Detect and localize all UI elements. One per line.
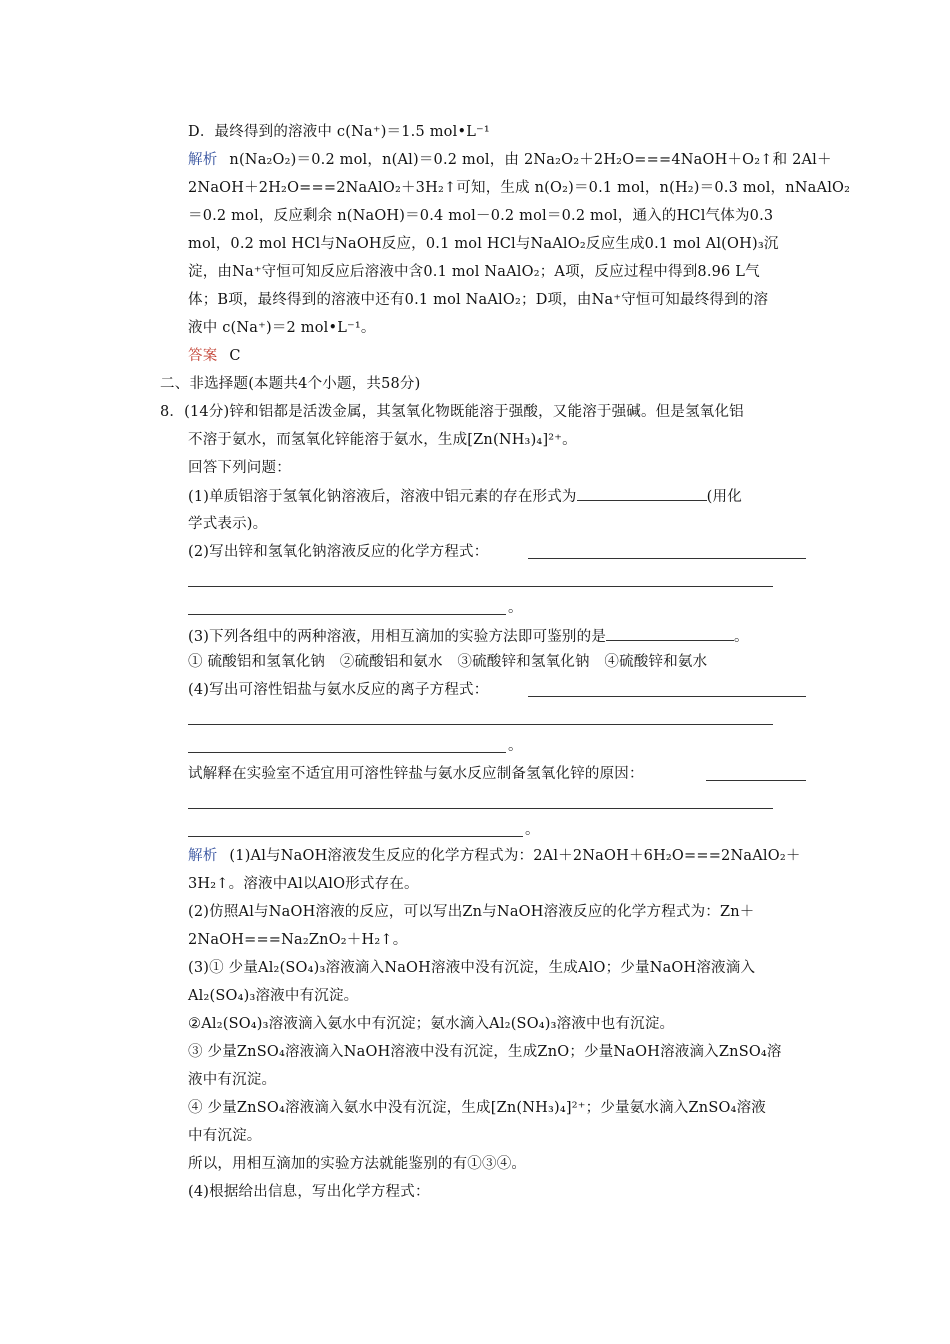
option-d-text: D．最终得到的溶液中 c(Na⁺)＝1.5 mol•L⁻¹	[188, 124, 490, 140]
answer-blank-3[interactable]	[606, 626, 734, 641]
question-8-part-3-options: ① 硫酸铝和氢氧化钠 ②硫酸铝和氨水 ③硫酸锌和氢氧化钠 ④硫酸锌和氨水	[188, 654, 708, 670]
solution-line-3: (2)仿照Al与NaOH溶液的反应，可以写出Zn与NaOH溶液反应的化学方程式为：Zn＋	[188, 904, 755, 920]
solution-line-2: 3H₂↑。溶液中Al以AlO形式存在。	[188, 876, 419, 892]
solution-line-8: ③ 少量ZnSO₄溶液滴入NaOH溶液中没有沉淀，生成ZnO；少量NaOH溶液滴入ZnSO₄溶	[188, 1044, 782, 1060]
period-2: 。	[508, 600, 523, 616]
question-8-prompt: 回答下列问题：	[188, 460, 291, 476]
analysis-line-4: mol，0.2 mol HCl与NaOH反应，0.1 mol HCl与NaAlO₂反应生成0.1 mol Al(OH)₃沉	[188, 236, 779, 252]
question-8-part-4: (4)写出可溶性铝盐与氨水反应的离子方程式：	[188, 682, 489, 698]
solution-line-10: ④ 少量ZnSO₄溶液滴入氨水中没有沉淀，生成[Zn(NH₃)₄]²⁺；少量氨水滴入ZnSO₄溶液	[188, 1100, 766, 1116]
solution-line-1: 解析 (1)Al与NaOH溶液发生反应的化学方程式为：2Al＋2NaOH＋6H₂O===2NaAlO₂＋	[188, 848, 801, 864]
analysis-line-6: 体；B项，最终得到的溶液中还有0.1 mol NaAlO₂；D项，由Na⁺守恒可知最终得到的溶	[188, 292, 769, 308]
answer-value: C	[229, 348, 241, 364]
solution-line-6: Al₂(SO₄)₃溶液中有沉淀。	[188, 988, 359, 1004]
answer-blank-5c[interactable]	[188, 836, 523, 837]
period-4: 。	[508, 738, 523, 754]
question-8-part-2: (2)写出锌和氢氧化钠溶液反应的化学方程式：	[188, 544, 489, 560]
solution-line-9: 液中有沉淀。	[188, 1072, 277, 1088]
analysis-line-2: 2NaOH＋2H₂O===2NaAlO₂＋3H₂↑可知，生成 n(O₂)＝0.1 mol，n(H₂)＝0.3 mol，nNaAlO₂	[188, 180, 851, 196]
answer-blank-5a[interactable]	[706, 780, 806, 781]
analysis-label: 解析	[188, 152, 218, 168]
analysis-line-5: 淀，由Na⁺守恒可知反应后溶液中含0.1 mol NaAlO₂；A项，反应过程中得到8.96 L气	[188, 264, 760, 280]
question-8-part-3: (3)下列各组中的两种溶液，用相互滴加的实验方法即可鉴别的是 。	[188, 626, 749, 647]
answer-blank-4a[interactable]	[528, 696, 806, 697]
answer-blank-5b[interactable]	[188, 808, 773, 809]
question-8-explain: 试解释在实验室不适宜用可溶性锌盐与氨水反应制备氢氧化锌的原因：	[188, 766, 644, 782]
section-heading: 二、非选择题(本题共4个小题，共58分)	[160, 376, 421, 392]
answer-blank-1[interactable]	[577, 486, 707, 501]
answer-blank-2c[interactable]	[188, 614, 506, 615]
solution-line-7: ②Al₂(SO₄)₃溶液滴入氨水中有沉淀；氨水滴入Al₂(SO₄)₃溶液中也有沉淀。	[188, 1016, 675, 1032]
analysis-text: n(Na₂O₂)＝0.2 mol，n(Al)＝0.2 mol，由 2Na₂O₂＋2H₂O===4NaOH＋O₂↑和 2Al＋	[229, 152, 832, 168]
answer-blank-4b[interactable]	[188, 724, 773, 725]
answer-blank-2b[interactable]	[188, 586, 773, 587]
question-8-part-1-cont: 学式表示)。	[188, 516, 268, 532]
answer-blank-2a[interactable]	[528, 558, 806, 559]
question-8-stem-2: 不溶于氨水，而氢氧化锌能溶于氨水，生成[Zn(NH₃)₄]²⁺。	[188, 432, 577, 448]
solution-line-4: 2NaOH===Na₂ZnO₂＋H₂↑。	[188, 932, 408, 948]
solution-line-5: (3)① 少量Al₂(SO₄)₃溶液滴入NaOH溶液中没有沉淀，生成AlO；少量NaOH溶液滴入	[188, 960, 756, 976]
analysis-line-1	[188, 150, 832, 170]
solution-label: 解析	[188, 848, 218, 864]
answer-label: 答案	[188, 348, 218, 364]
solution-line-13: (4)根据给出信息，写出化学方程式：	[188, 1184, 430, 1200]
period-5: 。	[525, 822, 540, 838]
question-8-part-1: (1)单质铝溶于氢氧化钠溶液后，溶液中铝元素的存在形式为 (用化	[188, 486, 742, 507]
solution-line-12: 所以，用相互滴加的实验方法就能鉴别的有①③④。	[188, 1156, 527, 1172]
solution-line-11: 中有沉淀。	[188, 1128, 262, 1144]
analysis-line-3: ＝0.2 mol，反应剩余 n(NaOH)＝0.4 mol－0.2 mol＝0.2 mol，通入的HCl气体为0.3	[188, 208, 774, 224]
analysis-line-7: 液中 c(Na⁺)＝2 mol•L⁻¹。	[188, 320, 376, 336]
answer-blank-4c[interactable]	[188, 752, 506, 753]
option-d	[188, 122, 490, 142]
question-8-stem-1: 8．(14分)锌和铝都是活泼金属，其氢氧化物既能溶于强酸，又能溶于强碱。但是氢氧化铝	[160, 404, 744, 420]
answer-line	[188, 346, 241, 366]
